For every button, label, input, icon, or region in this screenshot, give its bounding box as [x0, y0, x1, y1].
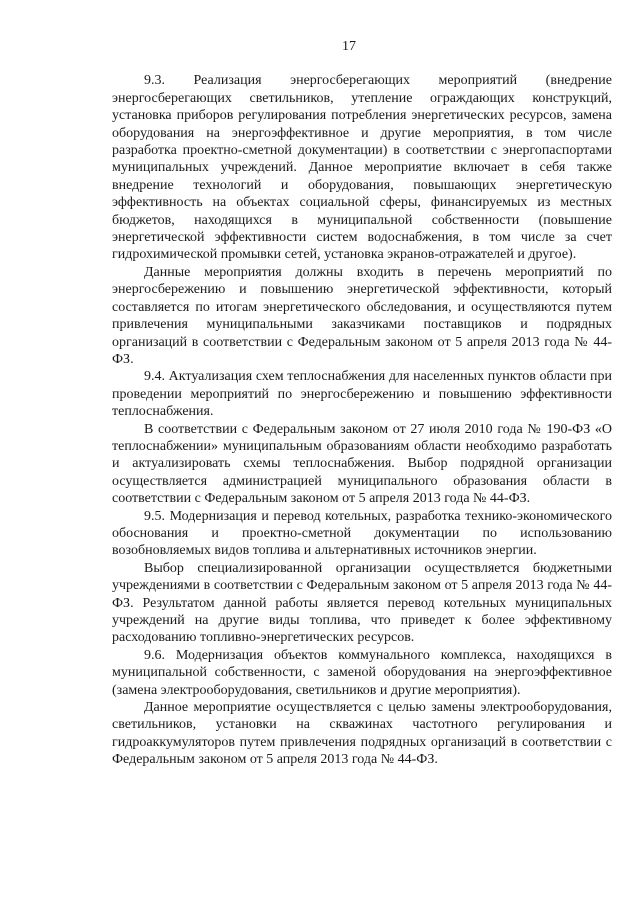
paragraph-9-5-contractor-selection: Выбор специализированной организации осуществляется бюджетными учреждениями в соответствии с Федеральным законом от 5 апреля 2013 года № 44-ФЗ. Результатом данной работы является перевод котельных муниципальных учреждений на другие виды топлива, что приведет к более эффективному расходованию топливно-энергетических ресурсов. — [112, 560, 612, 646]
paragraph-9-3-procurement: Данные мероприятия должны входить в перечень мероприятий по энергосбережению и повышению энергетической эффективности, который составляется по итогам энергетического обследования, и осуществляются путем привлечения муниципальными заказчиками поставщиков и подрядных организаций в соответствии с Федеральным законом от 5 апреля 2013 года № 44-ФЗ. — [112, 264, 612, 367]
paragraph-9-5: 9.5. Модернизация и перевод котельных, разработка технико-экономического обоснования и проектно-сметной документации по использованию возобновляемых видов топлива и альтернативных источников энергии. — [112, 508, 612, 559]
paragraph-9-6-implementation: Данное мероприятие осуществляется с целью замены электрооборудования, светильников, установки на скважинах частотного регулирования и гидроаккумуляторов путем привлечения подрядных организаций в соответствии с Федеральным законом от 5 апреля 2013 года № 44-ФЗ. — [112, 700, 612, 768]
paragraph-9-6: 9.6. Модернизация объектов коммунального комплекса, находящихся в муниципальной собственности, с заменой оборудования на энергоэффективное (замена электрооборудования, светильников и другие мероприятия). — [112, 647, 612, 698]
paragraph-9-4: 9.4. Актуализация схем теплоснабжения для населенных пунктов области при проведении мероприятий по энергосбережению и повышению эффективности теплоснабжения. — [112, 369, 612, 420]
paragraph-9-3: 9.3. Реализация энергосберегающих мероприятий (внедрение энергосберегающих светильников, утепление ограждающих конструкций, установка приборов регулирования потребления энергетических ресурсов, замена оборудования на энергоэффективное и другие мероприятия, в том числе разработка проектно-сметной документации) в соответствии с энергопаспортами муниципальных учреждений. Данное мероприятие включает в себя также внедрение технологий и оборудования, повышающих энергетическую эффективность на объектах социальной сферы, финансируемых из местных бюджетов, находящихся в муниципальной собственности (повышение энергетической эффективности систем водоснабжения, в том числе за счет гидрохимической промывки сетей, установка экранов-отражателей и другое). — [112, 73, 612, 263]
page-number: 17 — [342, 39, 356, 54]
paragraph-9-4-heat-supply-law: В соответствии с Федеральным законом от 27 июля 2010 года № 190-ФЗ «О теплоснабжении» муниципальным образованиям области необходимо разработать и актуализировать схемы теплоснабжения. Выбор подрядной организации осуществляется администрацией муниципального образования области в соответствии с Федеральным законом от 5 апреля 2013 года № 44-ФЗ. — [112, 421, 612, 507]
